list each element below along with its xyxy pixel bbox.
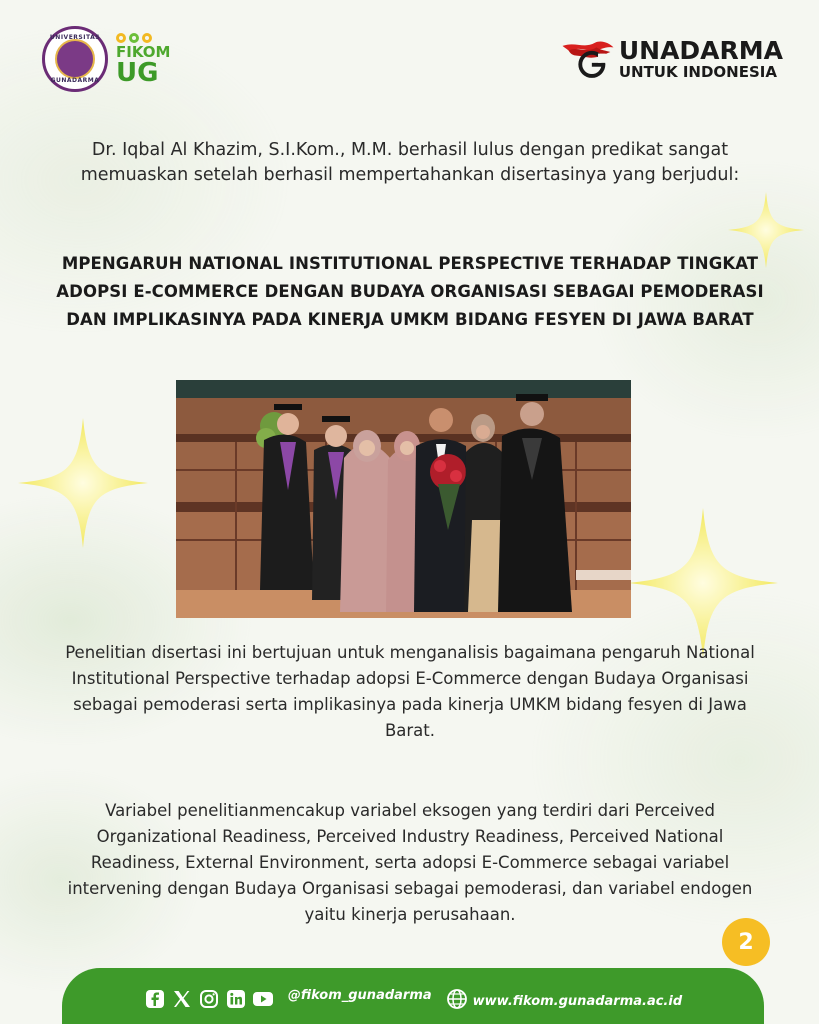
facebook-icon[interactable] [144, 988, 166, 1010]
globe-icon [446, 988, 468, 1014]
instagram-icon[interactable] [198, 988, 220, 1010]
fikom-logo-word: FIKOM [116, 42, 171, 61]
sparkle-decoration-right [628, 508, 778, 658]
website-link[interactable] [446, 988, 682, 1014]
header-logos-left [42, 26, 170, 92]
fikom-logo-ug: UG [116, 57, 159, 88]
seal-top-text: UNIVERSITAS [49, 34, 101, 41]
sparkle-decoration-left [18, 418, 148, 548]
youtube-icon[interactable] [252, 988, 274, 1010]
paragraph-research-objective: Penelitian disertasi ini bertujuan untuk menganalisis bagaimana pengaruh National Institutional Perspective terhadap adopsi E-Commerce dengan Budaya Organisasi sebagai pemoderasi serta implikasinya pada kinerja UMKM bidang fesyen di Jawa Barat. [65, 643, 755, 740]
social-icons [144, 988, 274, 1010]
social-handle[interactable]: @fikom_gunadarma [287, 988, 432, 1003]
fikom-logo [116, 33, 170, 86]
university-seal-logo [42, 26, 108, 92]
dissertation-title: MPENGARUH NATIONAL INSTITUTIONAL PERSPECTIVE TERHADAP TINGKAT ADOPSI E-COMMERCE DENGAN BUDAYA ORGANISASI SEBAGAI PEMODERASI DAN IMPLIKASINYA PADA KINERJA UMKM BIDANG FESYEN DI JAWA BARAT [56, 254, 764, 329]
intro-text: Dr. Iqbal Al Khazim, S.I.Kom., M.M. berhasil lulus dengan predikat sangat memuaskan setelah berhasil mempertahankan disertasinya yang berjudul: [80, 140, 740, 185]
x-icon[interactable] [171, 988, 193, 1010]
paragraph-research-variables: Variabel penelitianmencakup variabel eksogen yang terdiri dari Perceived Organizational Readiness, Perceived Industry Readiness, Perceived National Readiness, External Environment, serta adopsi E-Commerce sebagai variabel intervening dengan Budaya Organisasi sebagai pemoderasi, dan variabel endogen yaitu kinerja perusahaan. [67, 801, 753, 924]
linkedin-icon[interactable] [225, 988, 247, 1010]
page-number-badge: 2 [722, 918, 770, 966]
footer-bar [62, 968, 764, 1024]
gunadarma-subtitle: UNTUK INDONESIA [618, 63, 777, 81]
graduation-photo [176, 380, 631, 618]
red-flag-g-icon [561, 36, 615, 82]
gunadarma-title: UNADARMA [618, 36, 783, 65]
website-url: www.fikom.gunadarma.ac.id [472, 993, 683, 1009]
seal-emblem [55, 39, 95, 79]
gunadarma-logo [561, 36, 783, 82]
fikom-logo-mark [116, 33, 170, 43]
seal-bottom-text: GUNADARMA [50, 77, 100, 84]
